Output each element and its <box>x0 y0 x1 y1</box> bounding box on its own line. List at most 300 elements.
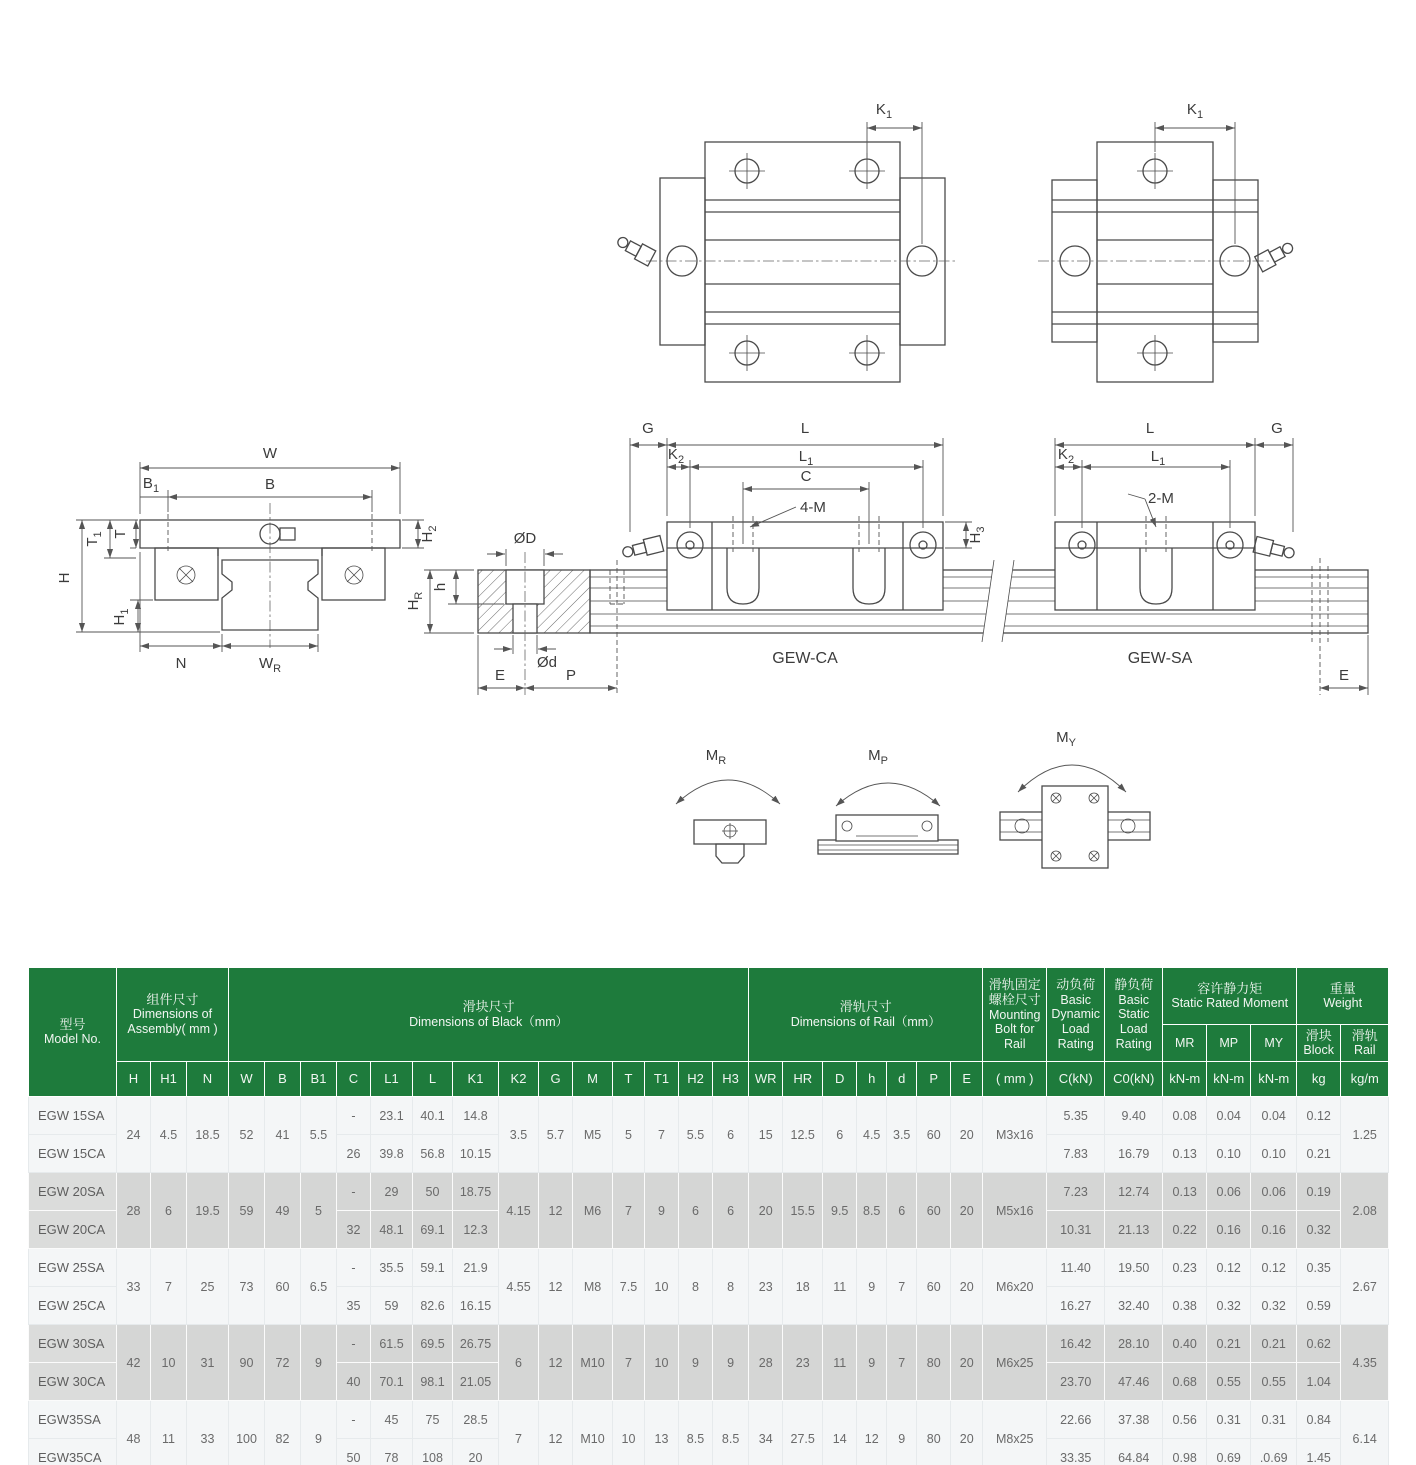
value-cell: 16.79 <box>1105 1135 1163 1173</box>
value-cell: 5.35 <box>1047 1097 1105 1135</box>
model-cell: EGW 20CA <box>29 1211 117 1249</box>
value-cell: 98.1 <box>413 1363 453 1401</box>
value-cell: 20 <box>951 1173 983 1249</box>
block-top-view-ca <box>614 101 958 382</box>
value-cell: - <box>337 1401 371 1439</box>
value-cell: 0.56 <box>1163 1401 1207 1439</box>
value-cell: 8.5 <box>713 1401 749 1465</box>
value-cell: 20 <box>951 1249 983 1325</box>
dim-k1-ca: $K_1$ <box>875 101 893 121</box>
value-cell: M10 <box>573 1401 613 1465</box>
front-cross-section <box>56 445 439 675</box>
col-header-model: 型号 Model No. <box>29 968 117 1097</box>
model-cell: EGW 30SA <box>29 1325 117 1363</box>
value-cell: 12 <box>539 1173 573 1249</box>
value-cell: 48 <box>117 1401 151 1465</box>
value-cell: 9 <box>645 1173 679 1249</box>
col-letter: H3 <box>713 1062 749 1097</box>
dim-b1: $B_1$ <box>142 475 160 495</box>
value-cell: M3x16 <box>983 1097 1047 1173</box>
value-cell: 31 <box>187 1325 229 1401</box>
value-cell: M6 <box>573 1173 613 1249</box>
col-unit-mr: kN-m <box>1163 1062 1207 1097</box>
value-cell: 6 <box>823 1097 857 1173</box>
value-cell: 70.1 <box>371 1363 413 1401</box>
value-cell: 10.15 <box>453 1135 499 1173</box>
value-cell: 64.84 <box>1105 1439 1163 1465</box>
value-cell: 11 <box>823 1249 857 1325</box>
col-letter: WR <box>749 1062 783 1097</box>
value-cell: 33 <box>187 1401 229 1465</box>
label-mr: $M_R$ <box>705 747 727 767</box>
value-cell: 25 <box>187 1249 229 1325</box>
value-cell: 9 <box>713 1325 749 1401</box>
col-letter: B <box>265 1062 301 1097</box>
value-cell: 12 <box>857 1401 887 1465</box>
value-cell: 16.27 <box>1047 1287 1105 1325</box>
value-cell: 35.5 <box>371 1249 413 1287</box>
value-cell: 59 <box>371 1287 413 1325</box>
col-letter: W <box>229 1062 265 1097</box>
col-unit-static: C0(kN) <box>1105 1062 1163 1097</box>
value-cell: 0.21 <box>1207 1325 1251 1363</box>
dim-l1-sa: $L_1$ <box>1150 448 1166 468</box>
value-cell: 0.62 <box>1297 1325 1341 1363</box>
value-cell: 6.14 <box>1341 1401 1389 1465</box>
col-letter: K2 <box>499 1062 539 1097</box>
value-cell: 0.04 <box>1207 1097 1251 1135</box>
value-cell: 0.32 <box>1207 1287 1251 1325</box>
model-cell: EGW 25CA <box>29 1287 117 1325</box>
value-cell: 69.1 <box>413 1211 453 1249</box>
col-header-mr: MR <box>1163 1025 1207 1062</box>
dim-dia-big: ØD <box>513 530 537 547</box>
value-cell: 0.98 <box>1163 1439 1207 1465</box>
value-cell: 8.5 <box>679 1401 713 1465</box>
dim-l1-ca: $L_1$ <box>798 448 814 468</box>
rail-hole-section <box>405 530 617 695</box>
value-cell: 11.40 <box>1047 1249 1105 1287</box>
value-cell: 48.1 <box>371 1211 413 1249</box>
col-header-weight-block: 滑块 Block <box>1297 1025 1341 1062</box>
value-cell: M6x20 <box>983 1249 1047 1325</box>
dim-c: C <box>800 468 812 485</box>
value-cell: 20 <box>951 1401 983 1465</box>
value-cell: 60 <box>917 1173 951 1249</box>
value-cell: 0.16 <box>1251 1211 1297 1249</box>
value-cell: - <box>337 1249 371 1287</box>
value-cell: 2.67 <box>1341 1249 1389 1325</box>
col-unit-rail-kg: kg/m <box>1341 1062 1389 1097</box>
value-cell: 69.5 <box>413 1325 453 1363</box>
value-cell: 7 <box>887 1325 917 1401</box>
dim-t1: $T_1$ <box>84 531 104 547</box>
col-unit-block-kg: kg <box>1297 1062 1341 1097</box>
dim-g-sa: G <box>1271 420 1283 437</box>
value-cell: 0.23 <box>1163 1249 1207 1287</box>
block-top-view-sa <box>1038 101 1296 382</box>
col-letter: H1 <box>151 1062 187 1097</box>
value-cell: 7 <box>645 1097 679 1173</box>
dim-dia-small: Ød <box>536 654 558 671</box>
value-cell: 0.13 <box>1163 1135 1207 1173</box>
value-cell: 9 <box>857 1325 887 1401</box>
dim-b: B <box>264 476 276 493</box>
value-cell: 5 <box>301 1173 337 1249</box>
value-cell: 59.1 <box>413 1249 453 1287</box>
value-cell: 10 <box>613 1401 645 1465</box>
value-cell: 0.38 <box>1163 1287 1207 1325</box>
value-cell: 7.83 <box>1047 1135 1105 1173</box>
value-cell: 1.25 <box>1341 1097 1389 1173</box>
dim-l-sa: L <box>1145 420 1155 437</box>
gew-ca-side-view <box>621 420 987 667</box>
gew-sa-side-view <box>1055 420 1368 695</box>
value-cell: 90 <box>229 1325 265 1401</box>
value-cell: 0.55 <box>1207 1363 1251 1401</box>
col-letter: B1 <box>301 1062 337 1097</box>
value-cell: 33.35 <box>1047 1439 1105 1465</box>
dim-l-ca: L <box>800 420 810 437</box>
moment-my <box>1000 729 1150 868</box>
value-cell: 20 <box>951 1097 983 1173</box>
dim-h3: $H_3$ <box>967 526 987 544</box>
col-unit-dynamic: C(kN) <box>1047 1062 1105 1097</box>
value-cell: 11 <box>823 1325 857 1401</box>
value-cell: 6 <box>887 1173 917 1249</box>
col-letter: L1 <box>371 1062 413 1097</box>
value-cell: M5x16 <box>983 1173 1047 1249</box>
value-cell: 24 <box>117 1097 151 1173</box>
value-cell: 6 <box>151 1173 187 1249</box>
value-cell: 82 <box>265 1401 301 1465</box>
value-cell: 20 <box>453 1439 499 1465</box>
col-letter: T1 <box>645 1062 679 1097</box>
value-cell: 6 <box>499 1325 539 1401</box>
value-cell: 18 <box>783 1249 823 1325</box>
value-cell: 7 <box>887 1249 917 1325</box>
value-cell: 75 <box>413 1401 453 1439</box>
value-cell: 6.5 <box>301 1249 337 1325</box>
value-cell: 14.8 <box>453 1097 499 1135</box>
grease-nipple-icon <box>621 536 664 561</box>
value-cell: 108 <box>413 1439 453 1465</box>
value-cell: 19.5 <box>187 1173 229 1249</box>
col-letter: E <box>951 1062 983 1097</box>
col-unit-bolt: ( mm ) <box>983 1062 1047 1097</box>
col-letter: D <box>823 1062 857 1097</box>
value-cell: 0.68 <box>1163 1363 1207 1401</box>
col-letter: h <box>857 1062 887 1097</box>
col-letter: P <box>917 1062 951 1097</box>
col-letter: d <box>887 1062 917 1097</box>
value-cell: 5.7 <box>539 1097 573 1173</box>
col-header-assembly: 组件尺寸 Dimensions of Assembly( mm ) <box>117 968 229 1062</box>
value-cell: 1.45 <box>1297 1439 1341 1465</box>
dim-n: N <box>175 655 187 672</box>
value-cell: 18.5 <box>187 1097 229 1173</box>
col-header-bolt: 滑轨固定 螺栓尺寸 Mounting Bolt for Rail <box>983 968 1047 1062</box>
col-unit-mp: kN-m <box>1207 1062 1251 1097</box>
label-my: $M_Y$ <box>1056 729 1076 749</box>
value-cell: 6 <box>713 1097 749 1173</box>
value-cell: 0.12 <box>1251 1249 1297 1287</box>
col-letter: T <box>613 1062 645 1097</box>
value-cell: 20 <box>749 1173 783 1249</box>
value-cell: 0.13 <box>1163 1173 1207 1211</box>
value-cell: M6x25 <box>983 1325 1047 1401</box>
value-cell: 12.74 <box>1105 1173 1163 1211</box>
value-cell: 0.59 <box>1297 1287 1341 1325</box>
value-cell: 45 <box>371 1401 413 1439</box>
value-cell: 4.15 <box>499 1173 539 1249</box>
dim-t: T <box>112 529 129 539</box>
model-cell: EGW 15CA <box>29 1135 117 1173</box>
col-letter: C <box>337 1062 371 1097</box>
model-cell: EGW 25SA <box>29 1249 117 1287</box>
value-cell: 10 <box>645 1325 679 1401</box>
col-header-dynamic: 动负荷 Basic Dynamic Load Rating <box>1047 968 1105 1062</box>
col-letter: G <box>539 1062 573 1097</box>
value-cell: 2.08 <box>1341 1173 1389 1249</box>
value-cell: 13 <box>645 1401 679 1465</box>
value-cell: 40.1 <box>413 1097 453 1135</box>
value-cell: 0.21 <box>1251 1325 1297 1363</box>
value-cell: 61.5 <box>371 1325 413 1363</box>
value-cell: 0.32 <box>1251 1287 1297 1325</box>
value-cell: 3.5 <box>887 1097 917 1173</box>
col-letter: H <box>117 1062 151 1097</box>
value-cell: 16.15 <box>453 1287 499 1325</box>
value-cell: 56.8 <box>413 1135 453 1173</box>
value-cell: 4.35 <box>1341 1325 1389 1401</box>
value-cell: 52 <box>229 1097 265 1173</box>
value-cell: 29 <box>371 1173 413 1211</box>
value-cell: M8 <box>573 1249 613 1325</box>
value-cell: - <box>337 1173 371 1211</box>
col-header-weight: 重量 Weight <box>1297 968 1389 1025</box>
table-row <box>29 1249 1389 1287</box>
value-cell: 23 <box>783 1325 823 1401</box>
table-row <box>29 1173 1389 1211</box>
value-cell: 47.46 <box>1105 1363 1163 1401</box>
value-cell: 0.06 <box>1207 1173 1251 1211</box>
dim-e-sa: E <box>1338 667 1350 684</box>
caption-gew-sa: GEW-SA <box>1127 650 1193 667</box>
value-cell: 18.75 <box>453 1173 499 1211</box>
value-cell: 11 <box>151 1401 187 1465</box>
table-row <box>29 1401 1389 1439</box>
value-cell: 8 <box>679 1249 713 1325</box>
grease-nipple-icon <box>1253 537 1296 562</box>
value-cell: 8 <box>713 1249 749 1325</box>
value-cell: 0.10 <box>1207 1135 1251 1173</box>
value-cell: 32.40 <box>1105 1287 1163 1325</box>
value-cell: 28 <box>749 1325 783 1401</box>
value-cell: 49 <box>265 1173 301 1249</box>
value-cell: 16.42 <box>1047 1325 1105 1363</box>
value-cell: 0.08 <box>1163 1097 1207 1135</box>
value-cell: 7 <box>613 1325 645 1401</box>
value-cell: 41 <box>265 1097 301 1173</box>
label-mp: $M_P$ <box>868 747 888 767</box>
moment-mr <box>676 747 780 863</box>
value-cell: 34 <box>749 1401 783 1465</box>
value-cell: 50 <box>337 1439 371 1465</box>
value-cell: 73 <box>229 1249 265 1325</box>
col-header-my: MY <box>1251 1025 1297 1062</box>
value-cell: 60 <box>917 1249 951 1325</box>
value-cell: 15 <box>749 1097 783 1173</box>
value-cell: 50 <box>413 1173 453 1211</box>
value-cell: 9.5 <box>823 1173 857 1249</box>
col-header-weight-rail: 滑轨 Rail <box>1341 1025 1389 1062</box>
value-cell: 0.04 <box>1251 1097 1297 1135</box>
col-letter: HR <box>783 1062 823 1097</box>
dim-h: H <box>56 572 73 584</box>
value-cell: - <box>337 1325 371 1363</box>
value-cell: 60 <box>265 1249 301 1325</box>
value-cell: 12 <box>539 1325 573 1401</box>
value-cell: 37.38 <box>1105 1401 1163 1439</box>
value-cell: 72 <box>265 1325 301 1401</box>
value-cell: 7 <box>151 1249 187 1325</box>
value-cell: 6 <box>679 1173 713 1249</box>
value-cell: 9 <box>301 1401 337 1465</box>
value-cell: 0.35 <box>1297 1249 1341 1287</box>
value-cell: 28.10 <box>1105 1325 1163 1363</box>
value-cell: 7 <box>499 1401 539 1465</box>
model-cell: EGW 30CA <box>29 1363 117 1401</box>
value-cell: 60 <box>917 1097 951 1173</box>
dim-hr: $H_R$ <box>405 591 425 611</box>
value-cell: 0.16 <box>1207 1211 1251 1249</box>
value-cell: 12 <box>539 1401 573 1465</box>
value-cell: 20 <box>951 1325 983 1401</box>
table-row <box>29 1097 1389 1135</box>
value-cell: M8x25 <box>983 1401 1047 1465</box>
value-cell: 12.3 <box>453 1211 499 1249</box>
value-cell: 19.50 <box>1105 1249 1163 1287</box>
value-cell: 100 <box>229 1401 265 1465</box>
value-cell: 23.1 <box>371 1097 413 1135</box>
value-cell: 9 <box>301 1325 337 1401</box>
caption-gew-ca: GEW-CA <box>772 650 838 667</box>
value-cell: 0.31 <box>1207 1401 1251 1439</box>
value-cell: 0.69 <box>1207 1439 1251 1465</box>
value-cell: 9 <box>887 1401 917 1465</box>
dim-k2-sa: $K_2$ <box>1057 446 1075 466</box>
moment-mp <box>818 747 958 854</box>
value-cell: 9.40 <box>1105 1097 1163 1135</box>
col-letter: H2 <box>679 1062 713 1097</box>
value-cell: 0.12 <box>1297 1097 1341 1135</box>
value-cell: 0.21 <box>1297 1135 1341 1173</box>
value-cell: 0.19 <box>1297 1173 1341 1211</box>
value-cell: 10 <box>645 1249 679 1325</box>
value-cell: 21.05 <box>453 1363 499 1401</box>
col-letter: M <box>573 1062 613 1097</box>
value-cell: 7.23 <box>1047 1173 1105 1211</box>
value-cell: 0.22 <box>1163 1211 1207 1249</box>
value-cell: 9 <box>679 1325 713 1401</box>
spec-table <box>28 967 1389 1465</box>
dim-e: E <box>494 667 506 684</box>
grease-nipple-icon <box>1255 239 1297 272</box>
value-cell: 0.10 <box>1251 1135 1297 1173</box>
value-cell: 12.5 <box>783 1097 823 1173</box>
dim-k2-ca: $K_2$ <box>667 446 685 466</box>
value-cell: M5 <box>573 1097 613 1173</box>
col-header-static: 静负荷 Basic Static Load Rating <box>1105 968 1163 1062</box>
value-cell: 21.9 <box>453 1249 499 1287</box>
value-cell: 23.70 <box>1047 1363 1105 1401</box>
value-cell: 0.12 <box>1207 1249 1251 1287</box>
value-cell: 3.5 <box>499 1097 539 1173</box>
dim-p: P <box>565 667 577 684</box>
value-cell: 8.5 <box>857 1173 887 1249</box>
col-header-moment: 容许静力矩 Static Rated Moment <box>1163 968 1297 1025</box>
value-cell: 0.06 <box>1251 1173 1297 1211</box>
value-cell: 5 <box>613 1097 645 1173</box>
label-4m: 4-M <box>800 499 826 516</box>
model-cell: EGW 20SA <box>29 1173 117 1211</box>
value-cell: 7.5 <box>613 1249 645 1325</box>
col-letter: L <box>413 1062 453 1097</box>
dim-k1-sa: $K_1$ <box>1186 101 1204 121</box>
value-cell: 39.8 <box>371 1135 413 1173</box>
model-cell: EGW35CA <box>29 1439 117 1465</box>
value-cell: M10 <box>573 1325 613 1401</box>
value-cell: 4.5 <box>151 1097 187 1173</box>
value-cell: 26.75 <box>453 1325 499 1363</box>
value-cell: 6 <box>713 1173 749 1249</box>
value-cell: 5.5 <box>301 1097 337 1173</box>
value-cell: 33 <box>117 1249 151 1325</box>
value-cell: 7 <box>613 1173 645 1249</box>
value-cell: 82.6 <box>413 1287 453 1325</box>
col-header-block: 滑块尺寸 Dimensions of Black（mm） <box>229 968 749 1062</box>
col-header-mp: MP <box>1207 1025 1251 1062</box>
dim-h1: $H_1$ <box>111 608 131 626</box>
dim-w: W <box>262 445 278 462</box>
col-letter: N <box>187 1062 229 1097</box>
value-cell: 0.84 <box>1297 1401 1341 1439</box>
col-letter: K1 <box>453 1062 499 1097</box>
value-cell: 5.5 <box>679 1097 713 1173</box>
value-cell: - <box>337 1097 371 1135</box>
model-cell: EGW35SA <box>29 1401 117 1439</box>
value-cell: 22.66 <box>1047 1401 1105 1439</box>
value-cell: 21.13 <box>1105 1211 1163 1249</box>
value-cell: 4.55 <box>499 1249 539 1325</box>
col-header-rail: 滑轨尺寸 Dimensions of Rail（mm） <box>749 968 983 1062</box>
dim-g-ca: G <box>642 420 654 437</box>
dim-h2: $H_2$ <box>419 525 439 543</box>
value-cell: 32 <box>337 1211 371 1249</box>
model-cell: EGW 15SA <box>29 1097 117 1135</box>
value-cell: 9 <box>857 1249 887 1325</box>
value-cell: 10 <box>151 1325 187 1401</box>
dim-wr: $W_R$ <box>258 655 282 675</box>
value-cell: 1.04 <box>1297 1363 1341 1401</box>
value-cell: 0.31 <box>1251 1401 1297 1439</box>
value-cell: 12 <box>539 1249 573 1325</box>
value-cell: 14 <box>823 1401 857 1465</box>
value-cell: 15.5 <box>783 1173 823 1249</box>
col-unit-my: kN-m <box>1251 1062 1297 1097</box>
value-cell: 23 <box>749 1249 783 1325</box>
